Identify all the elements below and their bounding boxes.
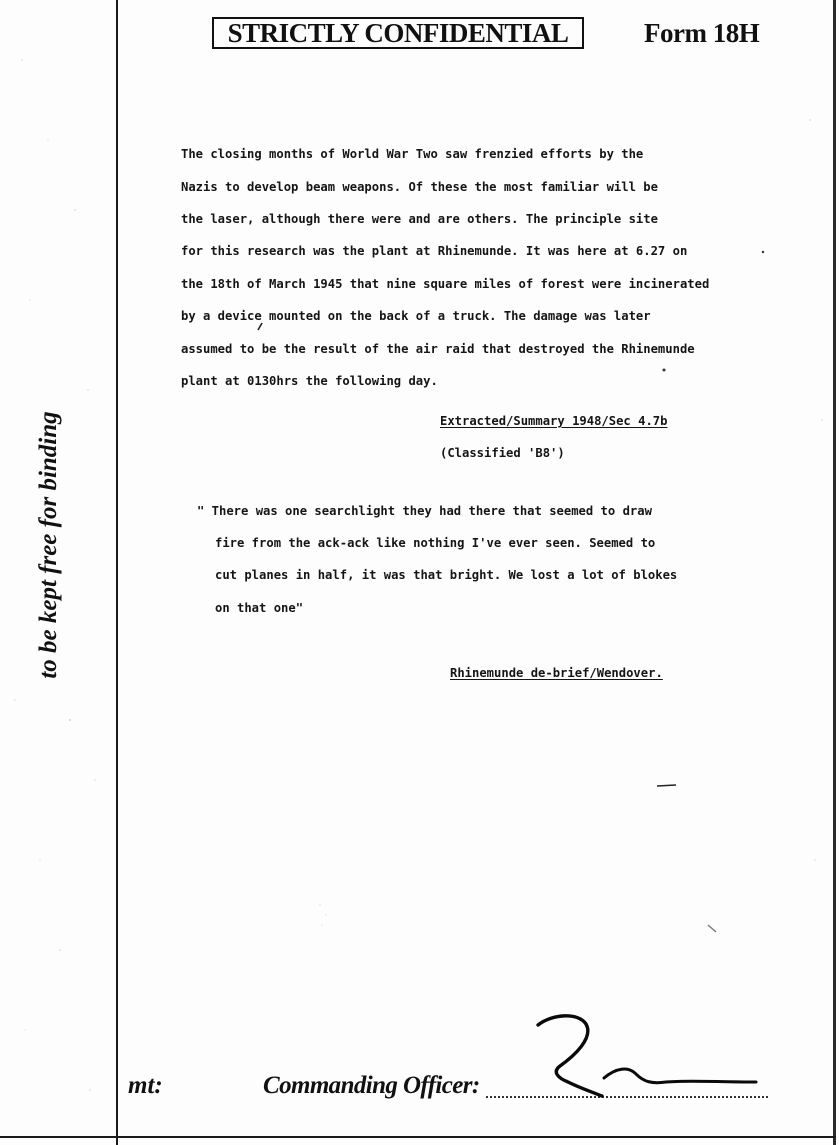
paragraph-line: Nazis to develop beam weapons. Of these the most familiar will be (181, 180, 658, 194)
handwritten-signature (520, 1010, 770, 1110)
commanding-officer-label: Commanding Officer: (263, 1072, 480, 1099)
footer-mt-label: mt: (128, 1072, 163, 1099)
paragraph-line: The closing months of World War Two saw frenzied efforts by the (181, 147, 644, 161)
citation-reference: Extracted/Summary 1948/Sec 4.7b (440, 414, 668, 428)
paragraph-line: the 18th of March 1945 that nine square miles of forest were incinerated (181, 277, 710, 291)
binding-margin-note: to be kept free for binding (35, 411, 62, 679)
quote-line: fire from the ack-ack like nothing I've ever seen. Seemed to (215, 536, 656, 550)
paragraph-line: for this research was the plant at Rhinemunde. It was here at 6.27 on (181, 244, 688, 258)
page-right-edge (833, 0, 836, 1145)
quote-line: on that one" (215, 601, 304, 615)
form-number: Form 18H (644, 18, 760, 48)
page-bottom-rule (0, 1136, 836, 1138)
paragraph-line: assumed to be the result of the air raid that destroyed the Rhinemunde (181, 342, 695, 356)
binding-margin-rule (116, 0, 118, 1145)
confidential-header-box (212, 17, 584, 49)
paragraph-line: by a device mounted on the back of a truck. The damage was later (181, 309, 651, 323)
paragraph-line: the laser, although there were and are others. The principle site (181, 212, 658, 226)
classification-note: (Classified 'B8') (440, 446, 565, 460)
quote-line: " There was one searchlight they had there that seemed to draw (197, 504, 652, 518)
quote-source: Rhinemunde de-brief/Wendover. (450, 666, 663, 680)
quote-line: cut planes in half, it was that bright. We lost a lot of blokes (215, 568, 678, 582)
confidential-title: STRICTLY CONFIDENTIAL (227, 17, 569, 48)
paragraph-line: plant at 0130hrs the following day. (181, 374, 438, 388)
